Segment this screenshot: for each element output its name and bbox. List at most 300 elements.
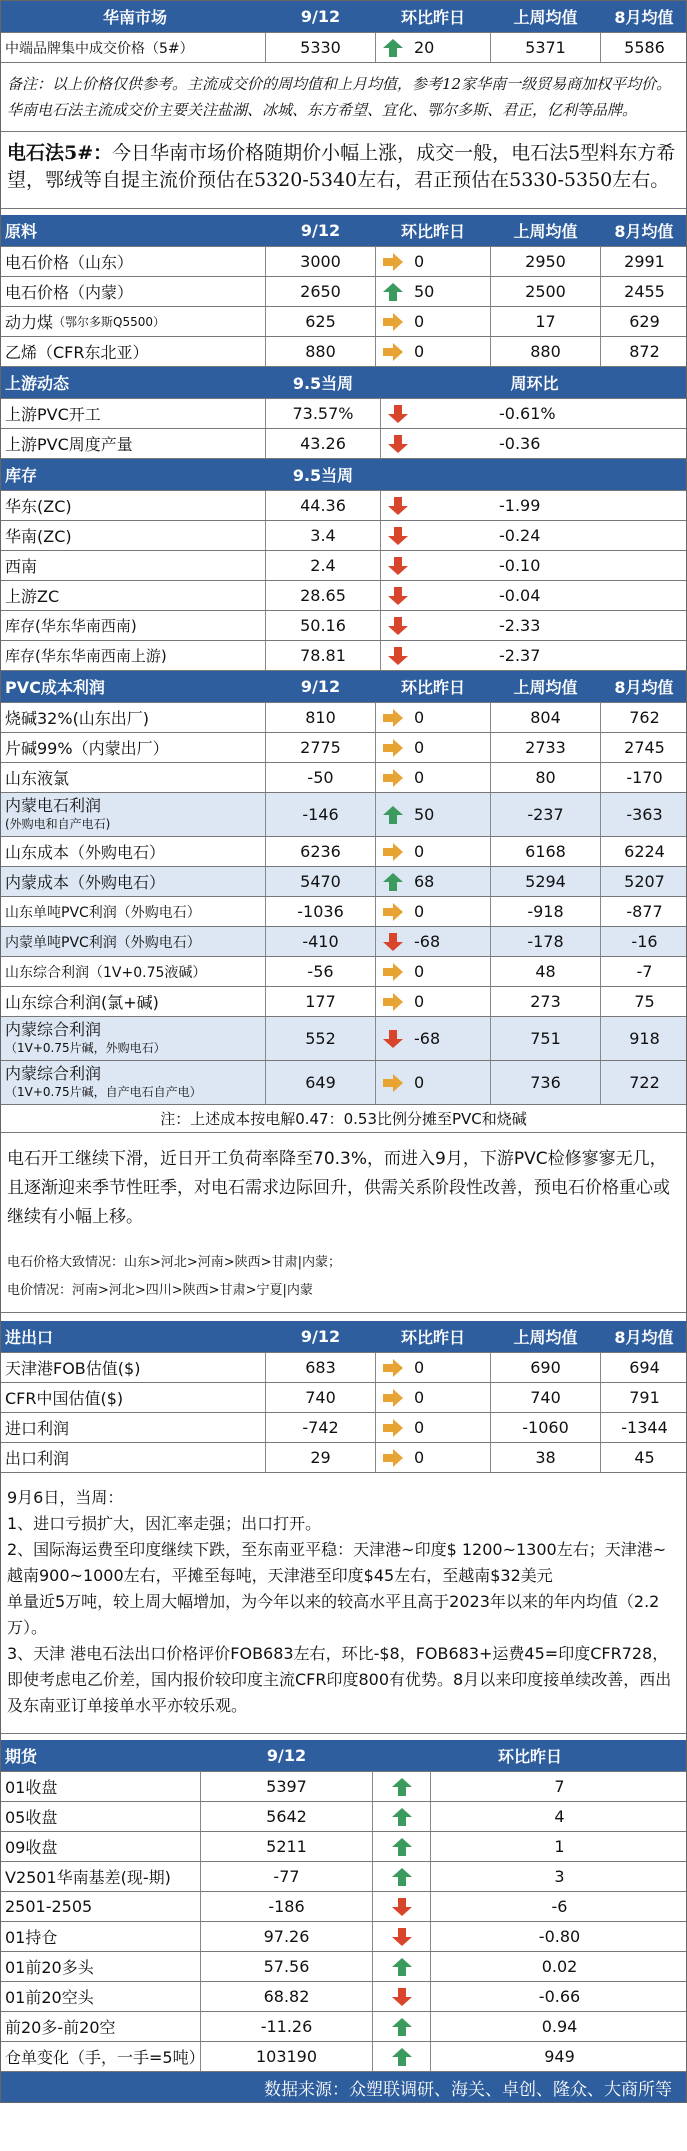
table-row xyxy=(1,957,686,987)
table-row xyxy=(1,307,686,337)
row-value: 683 xyxy=(266,1353,376,1382)
row-value: -50 xyxy=(266,763,376,792)
row-name: 前20多-前20空 xyxy=(1,2012,201,2041)
row-value: -56 xyxy=(266,957,376,986)
trade-comment xyxy=(1,1473,686,1734)
down-arrow-icon xyxy=(387,496,409,516)
row-change: 50 xyxy=(414,805,435,824)
right-arrow-icon xyxy=(382,768,404,788)
row-prev-week: 6168 xyxy=(491,837,601,866)
row-change: 0 xyxy=(414,708,425,727)
row-sublabel: (外购电和自产电石) xyxy=(5,816,111,831)
row-value: 810 xyxy=(266,703,376,732)
row-label: 电石价格（山东） xyxy=(5,253,134,272)
row-change-cell xyxy=(376,733,491,762)
table-row xyxy=(1,1383,686,1413)
row-value: 50.16 xyxy=(266,611,381,640)
row-name xyxy=(1,1413,266,1442)
row-value: 5470 xyxy=(266,867,376,896)
raw-table xyxy=(1,247,686,367)
right-arrow-icon xyxy=(382,1388,404,1408)
table-row xyxy=(1,491,686,521)
down-arrow-icon xyxy=(387,404,409,424)
market-row-aug: 5586 xyxy=(624,38,665,57)
row-change: 4 xyxy=(554,1807,565,1826)
row-change: -0.61% xyxy=(499,404,556,423)
cost-chg-header: 环比昨日 xyxy=(376,671,491,702)
market-comment xyxy=(1,132,686,209)
table-row xyxy=(1,429,686,459)
right-arrow-icon xyxy=(382,1448,404,1468)
raw-aug-header: 8月均值 xyxy=(601,215,687,246)
row-name xyxy=(1,763,266,792)
row-prev-week: 880 xyxy=(491,337,601,366)
row-name: 仓单变化（手，一手=5吨） xyxy=(1,2042,201,2071)
row-prev-week: 2500 xyxy=(491,277,601,306)
row-aug-avg: 45 xyxy=(634,1448,655,1467)
row-name: 上游PVC周度产量 xyxy=(1,429,266,458)
cost-title: PVC成本利润 xyxy=(1,671,266,702)
row-change-cell xyxy=(376,277,491,306)
upstream-table xyxy=(1,399,686,459)
table-row xyxy=(1,987,686,1017)
row-name: 05收盘 xyxy=(1,1802,201,1831)
row-change: -0.04 xyxy=(499,586,541,605)
table-row xyxy=(1,1982,686,2012)
row-change-cell xyxy=(381,641,687,670)
row-change-cell xyxy=(381,581,687,610)
cost-aug-header: 8月均值 xyxy=(601,671,687,702)
row-aug-avg: 75 xyxy=(634,992,655,1011)
row-label: 电石价格（内蒙） xyxy=(5,283,134,302)
cost-date-header: 9/12 xyxy=(266,671,376,702)
row-change-cell xyxy=(376,307,491,336)
down-arrow-icon xyxy=(391,1987,413,2007)
row-change-cell xyxy=(376,927,491,956)
right-arrow-icon xyxy=(382,902,404,922)
row-prev-week: 751 xyxy=(491,1017,601,1060)
row-aug-avg: -16 xyxy=(631,932,658,951)
row-change: -2.37 xyxy=(499,646,541,665)
down-arrow-icon xyxy=(387,616,409,636)
trade-date-header: 9/12 xyxy=(266,1321,376,1352)
row-change: 0 xyxy=(414,252,425,271)
row-change-cell xyxy=(381,611,687,640)
row-label: 内蒙综合利润 xyxy=(5,1019,102,1039)
trade-title: 进出口 xyxy=(1,1321,266,1352)
table-row xyxy=(1,399,686,429)
raw-chg-header: 环比昨日 xyxy=(376,215,491,246)
row-aug-avg: 2745 xyxy=(624,738,665,757)
trade-table xyxy=(1,1353,686,1473)
row-change-cell xyxy=(376,1383,491,1412)
row-value: 5211 xyxy=(201,1832,373,1861)
row-label: 片碱99%（内蒙出厂） xyxy=(5,739,169,758)
cost-table xyxy=(1,703,686,1105)
row-label: CFR中国估值($) xyxy=(5,1389,124,1408)
row-label: 内蒙成本（外购电石） xyxy=(5,873,166,892)
row-prev-week: -237 xyxy=(491,793,601,836)
row-name: 华东(ZC) xyxy=(1,491,266,520)
row-change: -0.10 xyxy=(499,556,541,575)
row-change: 0 xyxy=(414,1448,425,1467)
stock-date: 9.5当周 xyxy=(266,459,381,490)
row-value: 44.36 xyxy=(266,491,381,520)
raw-date-header: 9/12 xyxy=(266,215,376,246)
table-row xyxy=(1,337,686,367)
row-name: 华南(ZC) xyxy=(1,521,266,550)
table-row xyxy=(1,1892,686,1922)
market-comment-label: 电石法5#： xyxy=(7,142,113,164)
row-change-cell xyxy=(376,763,491,792)
row-change: 50 xyxy=(414,282,435,301)
down-arrow-icon xyxy=(387,646,409,666)
row-change: -68 xyxy=(414,932,441,951)
row-prev-week: -918 xyxy=(491,897,601,926)
row-name: V2501华南基差(现-期) xyxy=(1,1862,201,1891)
right-arrow-icon xyxy=(382,842,404,862)
row-label: 烧碱32%(山东出厂) xyxy=(5,709,150,728)
row-aug-avg: 6224 xyxy=(624,842,665,861)
row-label: 进口利润 xyxy=(5,1419,70,1438)
row-prev-week: 2733 xyxy=(491,733,601,762)
trade-comment-3: 单量近5万吨，较上周大幅增加，为今年以来的较高水平且高于2023年以来的年内均值（2.2万）。 xyxy=(7,1592,660,1637)
table-row xyxy=(1,793,686,837)
row-change-cell xyxy=(376,1017,491,1060)
row-value: 552 xyxy=(266,1017,376,1060)
row-name: 西南 xyxy=(1,551,266,580)
row-name xyxy=(1,957,266,986)
row-change-cell xyxy=(376,703,491,732)
trade-aug-header: 8月均值 xyxy=(601,1321,687,1352)
row-aug-avg: -7 xyxy=(636,962,653,981)
row-prev-week: 5294 xyxy=(491,867,601,896)
trade-prev-header: 上周均值 xyxy=(491,1321,601,1352)
trade-comment-2: 2、国际海运费至印度继续下跌，至东南亚平稳：天津港~印度$ 1200~1300左右；天津港~越南900~1000左右，平摊至每吨，天津港至印度$45左右，至越南$32美元 xyxy=(7,1540,667,1585)
row-value: 2775 xyxy=(266,733,376,762)
table-row xyxy=(1,1017,686,1061)
right-arrow-icon xyxy=(382,992,404,1012)
table-row xyxy=(1,1413,686,1443)
row-value: 2650 xyxy=(266,277,376,306)
row-name xyxy=(1,837,266,866)
row-change-cell xyxy=(376,1443,491,1472)
row-name: 09收盘 xyxy=(1,1832,201,1861)
market-header xyxy=(1,1,686,33)
table-row xyxy=(1,733,686,763)
row-change: 0 xyxy=(414,768,425,787)
prev-week-header: 上周均值 xyxy=(491,1,601,32)
market-row-val: 5330 xyxy=(266,33,376,62)
cost-footnote: 注：上述成本按电解0.47：0.53比例分摊至PVC和烧碱 xyxy=(1,1105,686,1133)
row-change: 949 xyxy=(544,2047,575,2066)
row-label: 山东综合利润（1V+0.75液碱） xyxy=(5,964,207,981)
down-arrow-icon xyxy=(387,556,409,576)
row-name: 01收盘 xyxy=(1,1772,201,1801)
row-prev-week: 736 xyxy=(491,1061,601,1104)
up-arrow-icon xyxy=(382,805,404,825)
row-aug-avg: -170 xyxy=(626,768,663,787)
row-change: 0 xyxy=(414,1358,425,1377)
table-row xyxy=(1,1061,686,1105)
row-value: 97.26 xyxy=(201,1922,373,1951)
table-row xyxy=(1,1802,686,1832)
row-icon-cell xyxy=(373,1862,431,1891)
row-value: -146 xyxy=(266,793,376,836)
row-prev-week: 17 xyxy=(491,307,601,336)
row-name xyxy=(1,1353,266,1382)
row-name xyxy=(1,897,266,926)
row-change: 0.02 xyxy=(541,1957,578,1976)
row-change-cell xyxy=(376,793,491,836)
cost-comment: 电石开工继续下滑，近日开工负荷率降至70.3%，而进入9月，下游PVC检修寥寥无几，且逐渐迎来季节性旺季，对电石需求边际回升，供需关系阶段性改善，预电石价格重心或继续有小幅上移。 xyxy=(7,1149,670,1227)
trade-chg-header: 环比昨日 xyxy=(376,1321,491,1352)
table-row xyxy=(1,927,686,957)
row-change-cell xyxy=(381,521,687,550)
up-arrow-icon xyxy=(391,1957,413,1977)
up-arrow-icon xyxy=(391,1837,413,1857)
row-change: 0 xyxy=(414,902,425,921)
row-change: -1.99 xyxy=(499,496,541,515)
row-name xyxy=(1,703,266,732)
down-arrow-icon xyxy=(391,1897,413,1917)
right-arrow-icon xyxy=(382,962,404,982)
row-icon-cell xyxy=(373,1892,431,1921)
row-value: 625 xyxy=(266,307,376,336)
row-change: -0.24 xyxy=(499,526,541,545)
row-change: 0 xyxy=(414,842,425,861)
market-row-chg: 20 xyxy=(414,38,435,57)
row-value: -1036 xyxy=(266,897,376,926)
cost-prev-header: 上周均值 xyxy=(491,671,601,702)
row-prev-week: 48 xyxy=(491,957,601,986)
row-change-cell xyxy=(376,897,491,926)
row-change: 0 xyxy=(414,962,425,981)
row-prev-week: 690 xyxy=(491,1353,601,1382)
row-name xyxy=(1,1383,266,1412)
row-label: 天津港FOB估值($) xyxy=(5,1359,141,1378)
up-arrow-icon xyxy=(391,1807,413,1827)
row-change-cell xyxy=(376,1413,491,1442)
row-change: 0 xyxy=(414,1388,425,1407)
row-prev-week: 740 xyxy=(491,1383,601,1412)
row-value: 740 xyxy=(266,1383,376,1412)
row-value: 73.57% xyxy=(266,399,381,428)
row-value: 3000 xyxy=(266,247,376,276)
row-prev-week: 80 xyxy=(491,763,601,792)
row-name: 上游ZC xyxy=(1,581,266,610)
row-aug-avg: -1344 xyxy=(621,1418,668,1437)
row-name: 上游PVC开工 xyxy=(1,399,266,428)
row-change: -2.33 xyxy=(499,616,541,635)
row-prev-week: 273 xyxy=(491,987,601,1016)
row-value: 103190 xyxy=(201,2042,373,2071)
market-comment-text: 今日华南市场价格随期价小幅上涨，成交一般，电石法5型料东方希望，鄂绒等自提主流价预估在5320-5340左右，君正预估在5330-5350左右。 xyxy=(7,142,676,191)
stock-title: 库存 xyxy=(1,459,266,490)
futures-chg-header: 环比昨日 xyxy=(373,1740,687,1771)
aug-header: 8月均值 xyxy=(601,1,687,32)
trade-comment-1: 1、进口亏损扩大，因汇率走强；出口打开。 xyxy=(7,1514,322,1533)
futures-table xyxy=(1,1772,686,2072)
row-icon-cell xyxy=(373,1952,431,1981)
row-value: 57.56 xyxy=(201,1952,373,1981)
row-name xyxy=(1,867,266,896)
row-aug-avg: 2455 xyxy=(624,282,665,301)
row-label: 山东单吨PVC利润（外购电石） xyxy=(5,904,201,921)
down-arrow-icon xyxy=(382,932,404,952)
up-arrow-icon xyxy=(382,872,404,892)
row-change: -6 xyxy=(551,1897,568,1916)
row-name xyxy=(1,793,266,836)
table-row xyxy=(1,1832,686,1862)
row-value: -77 xyxy=(201,1862,373,1891)
row-aug-avg: 762 xyxy=(629,708,660,727)
down-arrow-icon xyxy=(387,434,409,454)
row-change: 7 xyxy=(554,1777,565,1796)
row-name: 01持仓 xyxy=(1,1922,201,1951)
row-change: -68 xyxy=(414,1029,441,1048)
row-aug-avg: 2991 xyxy=(624,252,665,271)
row-icon-cell xyxy=(373,2042,431,2071)
row-label: 山东综合利润(氯+碱) xyxy=(5,993,159,1012)
row-prev-week: -1060 xyxy=(491,1413,601,1442)
right-arrow-icon xyxy=(382,708,404,728)
right-arrow-icon xyxy=(382,1073,404,1093)
table-row xyxy=(1,837,686,867)
stock-table xyxy=(1,491,686,671)
row-aug-avg: 918 xyxy=(629,1029,660,1048)
data-source: 数据来源：众塑联调研、海关、卓创、隆众、大商所等 xyxy=(1,2072,686,2102)
row-aug-avg: 872 xyxy=(629,342,660,361)
row-label: 出口利润 xyxy=(5,1449,70,1468)
row-sublabel: （1V+0.75片碱，外购电石） xyxy=(5,1040,166,1055)
market-row-prev: 5371 xyxy=(491,33,601,62)
row-value: 28.65 xyxy=(266,581,381,610)
raw-prev-header: 上周均值 xyxy=(491,215,601,246)
table-row xyxy=(1,703,686,733)
row-name xyxy=(1,277,266,306)
market-note: 备注：以上价格仅供参考。主流成交价的周均值和上月均值，参考12家华南一级贸易商加权平均价。华南电石法主流成交价主要关注盐湖、冰城、东方希望、宜化、鄂尔多斯、君正，亿利等品牌。 xyxy=(1,63,686,132)
row-name xyxy=(1,987,266,1016)
row-value: 3.4 xyxy=(266,521,381,550)
row-change-cell xyxy=(376,1061,491,1104)
row-change-cell xyxy=(376,837,491,866)
raw-title: 原料 xyxy=(1,215,266,246)
right-arrow-icon xyxy=(382,342,404,362)
table-row xyxy=(1,277,686,307)
row-aug-avg: -363 xyxy=(626,805,663,824)
row-sublabel: （鄂尔多斯Q5500） xyxy=(53,315,166,329)
table-row xyxy=(1,1772,686,1802)
row-icon-cell xyxy=(373,1922,431,1951)
row-label: 内蒙电石利润 xyxy=(5,795,102,815)
row-aug-avg: 791 xyxy=(629,1388,660,1407)
cost-price-line-1: 电石价格大致情况：山东>河北>河南>陕西>甘肃|内蒙； xyxy=(7,1255,341,1270)
row-name xyxy=(1,1017,266,1060)
futures-header xyxy=(1,1740,686,1772)
table-row xyxy=(1,1952,686,1982)
market-title: 华南市场 xyxy=(1,1,266,32)
table-row xyxy=(1,2012,686,2042)
row-name xyxy=(1,927,266,956)
row-icon-cell xyxy=(373,1832,431,1861)
row-change-cell xyxy=(381,491,687,520)
row-change: 3 xyxy=(554,1867,565,1886)
chg-header: 环比昨日 xyxy=(376,1,491,32)
row-change: -0.36 xyxy=(499,434,541,453)
row-prev-week: 804 xyxy=(491,703,601,732)
row-change-cell xyxy=(376,247,491,276)
up-arrow-icon xyxy=(382,38,404,58)
table-row xyxy=(1,1443,686,1473)
row-name xyxy=(1,247,266,276)
right-arrow-icon xyxy=(382,738,404,758)
row-name: 01前20多头 xyxy=(1,1952,201,1981)
table-row xyxy=(1,897,686,927)
table-row xyxy=(1,763,686,793)
row-change: 0 xyxy=(414,1418,425,1437)
cost-header xyxy=(1,671,686,703)
right-arrow-icon xyxy=(382,252,404,272)
row-value: 880 xyxy=(266,337,376,366)
row-sublabel: （1V+0.75片碱，自产电石自产电） xyxy=(5,1084,202,1099)
table-row xyxy=(1,1862,686,1892)
right-arrow-icon xyxy=(382,1418,404,1438)
row-icon-cell xyxy=(373,1772,431,1801)
upstream-title: 上游动态 xyxy=(1,367,266,398)
row-prev-week: -178 xyxy=(491,927,601,956)
row-label: 动力煤 xyxy=(5,313,54,332)
row-change: -0.66 xyxy=(538,1987,581,2006)
row-change: 0.94 xyxy=(541,2017,578,2036)
row-value: 78.81 xyxy=(266,641,381,670)
table-row xyxy=(1,641,686,671)
row-change-cell xyxy=(376,957,491,986)
market-row-chg-cell xyxy=(376,33,491,62)
row-change: 1 xyxy=(554,1837,565,1856)
row-value: 649 xyxy=(266,1061,376,1104)
right-arrow-icon xyxy=(382,312,404,332)
down-arrow-icon xyxy=(387,526,409,546)
row-change: 0 xyxy=(414,1073,425,1092)
row-name: 库存(华东华南西南) xyxy=(1,611,266,640)
table-row xyxy=(1,867,686,897)
row-name xyxy=(1,307,266,336)
row-name xyxy=(1,337,266,366)
up-arrow-icon xyxy=(391,2017,413,2037)
table-row xyxy=(1,611,686,641)
row-icon-cell xyxy=(373,1982,431,2011)
futures-date: 9/12 xyxy=(201,1740,373,1771)
row-label: 内蒙单吨PVC利润（外购电石） xyxy=(5,934,201,951)
row-change: 68 xyxy=(414,872,435,891)
row-value: 6236 xyxy=(266,837,376,866)
row-value: -11.26 xyxy=(201,2012,373,2041)
row-change: 0 xyxy=(414,342,425,361)
right-arrow-icon xyxy=(382,1358,404,1378)
upstream-date: 9.5当周 xyxy=(266,367,381,398)
up-arrow-icon xyxy=(391,1867,413,1887)
upstream-chg-header: 周环比 xyxy=(510,374,559,393)
row-label: 乙烯（CFR东北亚） xyxy=(5,343,149,362)
row-change-cell xyxy=(376,1353,491,1382)
row-prev-week: 2950 xyxy=(491,247,601,276)
row-aug-avg: 722 xyxy=(629,1073,660,1092)
row-change-cell xyxy=(381,429,687,458)
row-value: -186 xyxy=(201,1892,373,1921)
row-value: 2.4 xyxy=(266,551,381,580)
row-name xyxy=(1,1061,266,1104)
